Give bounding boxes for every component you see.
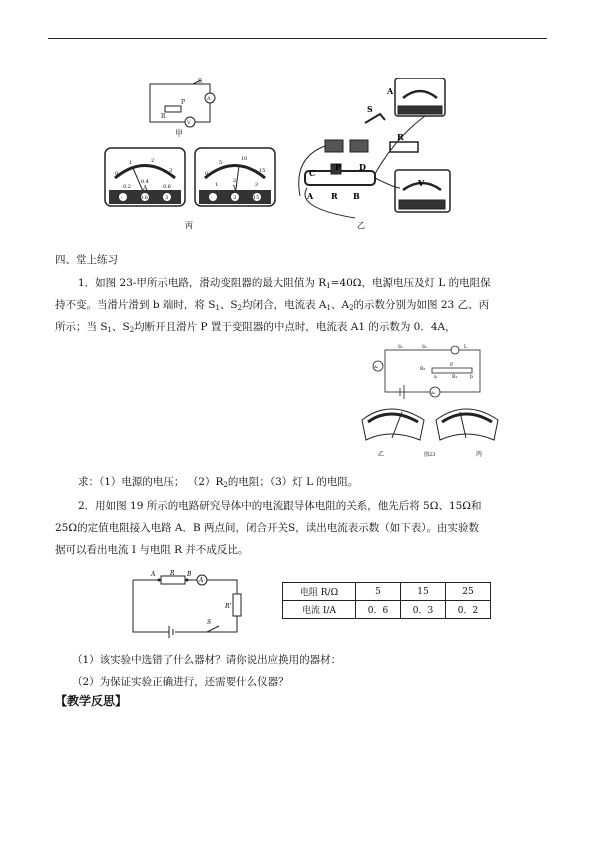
ammeter-tick-2: 2 — [151, 158, 155, 164]
q1-line2-text-a: 持不变。当滑片滑到 b 端时，将 S — [55, 299, 216, 311]
circuit-label-s: S — [198, 78, 203, 85]
q1-line3-s2: 2 — [129, 326, 135, 334]
q1-line3-text-c: 均断开且滑片 P 置于变阻器的中点时，电流表 A1 的示数为 0．4A， — [134, 321, 456, 333]
q1-line3-text-b: 、S — [112, 321, 130, 333]
circuit-label-p: P — [181, 99, 186, 106]
q2-circuit-label-r: R — [170, 570, 175, 577]
voltmeter-terminal-2: 15 — [253, 195, 260, 201]
q1-line1-sub: 1 — [326, 282, 331, 290]
q1-line2-text-e: 的示数分别为如图 23 乙、丙 — [353, 299, 490, 311]
q2-data-table — [282, 582, 491, 619]
q1-fig-caption-right: 丙 — [476, 451, 483, 458]
q1-line3-text-a: 所示；当 S — [55, 321, 108, 333]
figure-label-yi: 乙 — [357, 221, 365, 230]
photo-label-a-bottom: A — [307, 191, 314, 201]
q1-meter-left — [362, 409, 424, 440]
question-1-ask — [78, 475, 358, 492]
q1-line1-text-a: 1．如图 23-甲所示电路，滑动变阻器的最大阻值为 R — [78, 277, 327, 289]
q2-circuit-label-s: S — [207, 619, 212, 626]
question-2-line-3: 据可以看出电流 I 与电阻 R 并不成反比。 — [55, 544, 249, 556]
apparatus-photo-yi — [299, 78, 450, 218]
table-row-resistance — [283, 583, 491, 601]
ammeter-terminal-1: 0.6 — [140, 195, 148, 201]
ammeter-unit: A — [143, 185, 148, 192]
question-2-line-2: 25Ω的定值电阻接入电路 A．B 两点间，闭合开关S，读出电流表示数（如下表）。由实验数 — [55, 522, 479, 534]
ammeter-terminal-2: 3 — [165, 195, 169, 201]
voltmeter-tick-1: 5 — [219, 160, 223, 166]
figure-label-bing: 丙 — [185, 221, 193, 230]
q1-fig-label-a: a — [434, 375, 437, 380]
question-1-line-2 — [55, 298, 489, 315]
ammeter-tick-5: 0.4 — [141, 179, 149, 185]
ammeter-tick-1: 1 — [129, 160, 133, 166]
ammeter-tick-4: 0.2 — [123, 184, 131, 190]
q1-line2-s2: 2 — [237, 304, 243, 312]
table-cell-i-0: 0．6 — [356, 601, 401, 619]
table-cell-r-2: 25 — [446, 583, 491, 601]
q1-line2-text-b: 、S — [219, 299, 238, 311]
circuit-label-v: V — [187, 120, 191, 126]
circuit-label-a: A — [207, 96, 211, 102]
photo-label-c: C — [309, 168, 316, 178]
table-cell-r-0: 5 — [356, 583, 401, 601]
photo-label-s: S — [367, 104, 373, 114]
voltmeter-tick-5: 2 — [233, 178, 237, 184]
photo-label-r1: R — [331, 191, 338, 201]
q1-fig-label-r2: R₂ — [420, 367, 426, 372]
circuit-label-r: R — [161, 113, 166, 120]
q1-line1-text-b: =40Ω，电源电压及灯 L 的电阻保 — [330, 277, 491, 289]
question-2-line-1: 2．用如图 19 所示的电路研究导体中的电流跟导体电阻的关系，他先后将 5Ω、15Ω和 — [78, 500, 482, 512]
q1-fig-label-a1: A₁ — [374, 364, 379, 369]
photo-label-r-top: R — [397, 132, 404, 142]
voltmeter-tick-3: 15 — [259, 168, 266, 174]
voltmeter-tick-0: 0 — [205, 171, 209, 177]
section-heading: 四、堂上练习 — [55, 254, 118, 266]
q1-fig-label-s1: S₁ — [398, 345, 403, 350]
q1-line3-s1: 1 — [107, 326, 112, 334]
table-header-current: 电流 I/A — [283, 601, 356, 619]
q1-fig-label-p: P — [450, 363, 454, 368]
q1-fig-label-b: b — [470, 375, 473, 380]
table-header-resistance: 电阻 R/Ω — [283, 583, 356, 601]
question-1-line-1 — [78, 276, 491, 293]
question-2-sub-2: （2）为保证实验正确进行，还需要什么仪器？ — [72, 676, 289, 688]
q1-fig-label-a2: A₂ — [431, 390, 436, 395]
question-2-sub-1: （1）该实验中选错了什么器材？请你说出应换用的器材： — [72, 654, 342, 666]
q2-circuit-label-b: B — [187, 571, 192, 578]
figure-q1-circuit — [360, 340, 500, 465]
figure-label-jia: 甲 — [175, 129, 183, 138]
photo-label-b: B — [353, 191, 360, 201]
q1-ask-text-a: 求：（1）电源的电压； （2）R — [78, 476, 224, 488]
voltmeter-unit: V — [233, 185, 238, 192]
table-cell-i-2: 0．2 — [446, 601, 491, 619]
ammeter-tick-0: 0 — [115, 171, 119, 177]
q1-line2-text-d: 、A — [330, 299, 350, 311]
q1-fig-caption-left: 乙 — [378, 451, 385, 458]
q2-circuit-label-a: A — [151, 571, 156, 578]
q1-line2-a1: 1 — [326, 304, 331, 312]
page-header-rule — [48, 38, 547, 39]
voltmeter-tick-4: 1 — [215, 182, 219, 188]
question-1-line-3 — [55, 320, 456, 337]
voltmeter-tick-2: 10 — [241, 156, 248, 162]
q2-circuit-label-ammeter: A — [199, 577, 204, 584]
figure-top-group — [95, 78, 465, 238]
voltmeter-terminal-0: - — [211, 195, 213, 201]
q1-ask-text-b: 的电阻；（3）灯 L 的电阻。 — [227, 476, 359, 488]
q1-line2-text-c: 均闭合，电流表 A — [242, 299, 327, 311]
ammeter-tick-3: 3 — [169, 168, 173, 174]
photo-label-a-top: A — [387, 86, 394, 96]
q1-fig-caption-mid: 图23 — [424, 452, 436, 458]
reflection-heading: 【教学反思】 — [55, 694, 128, 708]
q1-line2-a2: 2 — [349, 304, 354, 312]
q1-ask-sub: 2 — [223, 481, 228, 489]
photo-label-d: D — [359, 162, 366, 172]
photo-label-p: P — [335, 162, 342, 172]
voltmeter-terminal-1: 3 — [233, 195, 237, 201]
table-cell-r-1: 15 — [401, 583, 446, 601]
q1-fig-label-s2: S₂ — [422, 345, 427, 350]
table-cell-i-1: 0．3 — [401, 601, 446, 619]
table-row-current — [283, 601, 491, 619]
photo-label-v: V — [418, 178, 425, 188]
figure-q2-circuit — [125, 570, 250, 638]
q1-fig-label-r1: R₁ — [452, 375, 458, 380]
ammeter-terminal-0: - — [121, 195, 123, 201]
q2-circuit-label-r-prime: R' — [225, 603, 232, 610]
q1-meter-right — [436, 409, 498, 440]
ammeter-tick-6: 0.6 — [163, 184, 171, 190]
q1-line2-s1: 1 — [215, 304, 220, 312]
voltmeter-tick-6: 3 — [255, 182, 259, 188]
q1-fig-label-l: L — [464, 345, 467, 350]
